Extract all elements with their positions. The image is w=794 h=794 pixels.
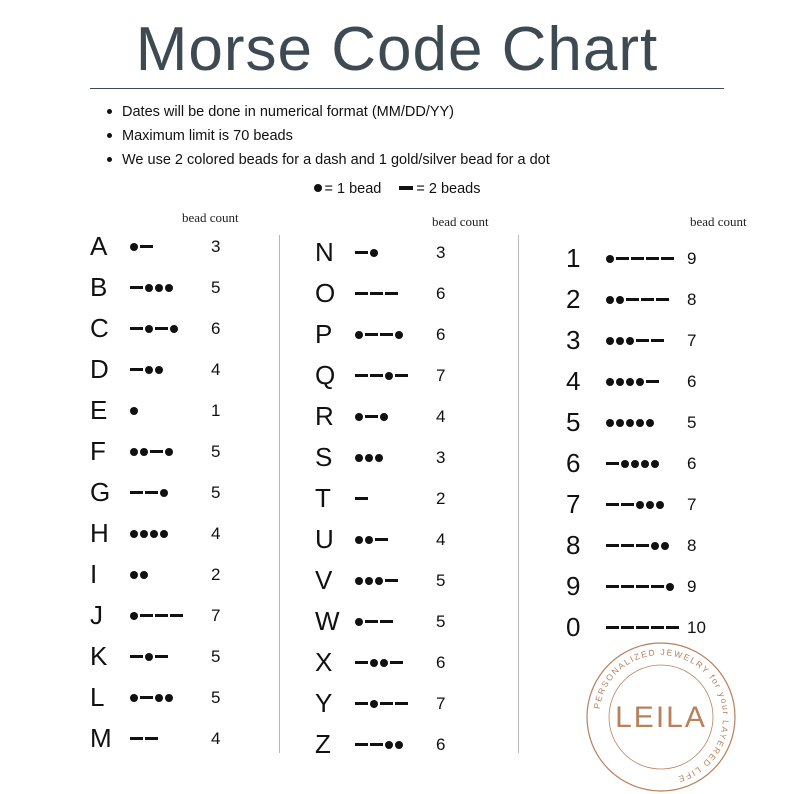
logo-name: LEILA	[615, 701, 707, 734]
title-underline	[90, 88, 724, 89]
dot-icon	[606, 296, 614, 304]
morse-code	[130, 349, 163, 390]
morse-character: O	[315, 278, 336, 308]
morse-row-i	[90, 554, 300, 595]
dash-icon	[636, 626, 649, 630]
morse-character: 8	[566, 530, 581, 560]
morse-code	[355, 437, 383, 478]
dot-icon	[130, 407, 138, 415]
dash-icon	[170, 614, 183, 618]
dot-icon	[160, 489, 168, 497]
note-item: Dates will be done in numerical format (MM/DD/YY)	[105, 100, 550, 124]
morse-character: N	[315, 237, 334, 267]
dash-icon	[626, 298, 639, 302]
bead-count: 6	[436, 325, 446, 344]
morse-code	[355, 396, 388, 437]
dot-icon	[355, 536, 363, 544]
dash-icon	[399, 186, 413, 190]
morse-character: D	[90, 354, 109, 384]
dot-icon	[370, 700, 378, 708]
dot-icon	[365, 454, 373, 462]
dot-icon	[155, 284, 163, 292]
morse-character: 3	[566, 325, 581, 355]
morse-character: L	[90, 682, 105, 712]
morse-code	[355, 519, 388, 560]
dot-icon	[380, 659, 388, 667]
dot-icon	[140, 571, 148, 579]
morse-character: 2	[566, 284, 581, 314]
bead-count: 4	[436, 530, 446, 549]
morse-code	[130, 554, 148, 595]
dot-icon	[606, 419, 614, 427]
morse-character: V	[315, 565, 333, 595]
dash-icon	[616, 257, 629, 261]
bead-count: 5	[436, 571, 446, 590]
dot-icon	[150, 530, 158, 538]
dot-icon	[160, 530, 168, 538]
dot-icon	[646, 501, 654, 509]
bead-count: 3	[436, 448, 446, 467]
dot-icon	[656, 501, 664, 509]
dash-icon	[621, 503, 634, 507]
dot-icon	[130, 571, 138, 579]
morse-row-1	[566, 238, 776, 279]
dot-icon	[606, 255, 614, 263]
morse-character: H	[90, 518, 109, 548]
dash-icon	[385, 579, 398, 583]
bead-count: 4	[211, 729, 221, 748]
morse-code	[606, 402, 654, 443]
dot-icon	[380, 413, 388, 421]
dash-icon	[155, 327, 168, 331]
morse-code	[355, 601, 393, 642]
bead-count: 7	[436, 694, 446, 713]
dash-icon	[395, 702, 408, 706]
dot-icon	[355, 413, 363, 421]
dot-icon	[170, 325, 178, 333]
dot-icon	[616, 337, 624, 345]
dot-icon	[385, 372, 393, 380]
bead-count: 1	[211, 401, 221, 420]
morse-character: 1	[566, 243, 581, 273]
morse-character: F	[90, 436, 106, 466]
notes-list	[105, 100, 550, 172]
morse-row-b	[90, 267, 300, 308]
bead-count-header: bead count	[182, 210, 239, 225]
morse-code	[606, 320, 664, 361]
dash-icon	[140, 245, 153, 249]
morse-code	[606, 279, 669, 320]
dash-icon	[621, 626, 634, 630]
dot-icon	[621, 460, 629, 468]
dash-icon	[355, 292, 368, 296]
dot-icon	[651, 542, 659, 550]
bead-count: 5	[211, 278, 221, 297]
dash-icon	[621, 585, 634, 589]
dot-icon	[155, 694, 163, 702]
dash-icon	[145, 737, 158, 741]
morse-code	[606, 566, 674, 607]
bead-count: 5	[436, 612, 446, 631]
dash-icon	[145, 491, 158, 495]
dash-icon	[666, 626, 679, 630]
morse-row-e	[90, 390, 300, 431]
morse-character: W	[315, 606, 340, 636]
dash-icon	[636, 585, 649, 589]
dash-icon	[365, 620, 378, 624]
bead-count: 10	[687, 618, 706, 637]
dot-icon	[395, 331, 403, 339]
morse-code	[130, 636, 168, 677]
morse-character: E	[90, 395, 108, 425]
bead-count: 7	[687, 495, 697, 514]
dash-icon	[130, 286, 143, 290]
bead-count: 4	[211, 524, 221, 543]
dot-icon	[616, 378, 624, 386]
bead-count: 6	[436, 653, 446, 672]
dash-icon	[355, 743, 368, 747]
morse-row-z	[315, 724, 525, 765]
morse-character: U	[315, 524, 334, 554]
dash-icon	[651, 339, 664, 343]
morse-code	[355, 314, 403, 355]
legend-dash-label: = 2 beads	[416, 181, 481, 197]
morse-code	[355, 642, 403, 683]
dot-icon	[355, 577, 363, 585]
dot-icon	[606, 378, 614, 386]
morse-code	[130, 308, 178, 349]
morse-row-u	[315, 519, 525, 560]
dot-icon	[375, 577, 383, 585]
morse-row-l	[90, 677, 300, 718]
dot-icon	[155, 366, 163, 374]
morse-row-6	[566, 443, 776, 484]
bead-count: 7	[211, 606, 221, 625]
dot-icon	[314, 184, 322, 192]
dash-icon	[365, 415, 378, 419]
dash-icon	[355, 497, 368, 501]
bead-count: 6	[687, 454, 697, 473]
morse-code	[606, 525, 669, 566]
dot-icon	[666, 583, 674, 591]
morse-character: M	[90, 723, 112, 753]
bead-count: 9	[687, 249, 697, 268]
dot-icon	[145, 653, 153, 661]
morse-character: S	[315, 442, 333, 472]
morse-character: Z	[315, 729, 331, 759]
dot-icon	[606, 337, 614, 345]
dash-icon	[646, 380, 659, 384]
dash-icon	[155, 614, 168, 618]
morse-code	[355, 232, 378, 273]
dot-icon	[370, 249, 378, 257]
dot-icon	[661, 542, 669, 550]
dash-icon	[355, 702, 368, 706]
morse-character: 0	[566, 612, 581, 642]
dash-icon	[651, 626, 664, 630]
bead-count: 5	[211, 647, 221, 666]
bead-count: 2	[211, 565, 221, 584]
dot-icon	[375, 454, 383, 462]
morse-code	[130, 677, 173, 718]
dash-icon	[365, 333, 378, 337]
dot-icon	[365, 536, 373, 544]
morse-code	[130, 431, 173, 472]
bead-count: 8	[687, 290, 697, 309]
dash-icon	[380, 702, 393, 706]
morse-code	[355, 273, 398, 314]
dot-icon	[130, 694, 138, 702]
bead-count: 3	[436, 243, 446, 262]
morse-row-r	[315, 396, 525, 437]
bead-count: 6	[211, 319, 221, 338]
dash-icon	[140, 614, 153, 618]
page-title: Morse Code Chart	[135, 15, 659, 84]
morse-code	[130, 390, 138, 431]
dot-icon	[626, 337, 634, 345]
morse-row-g	[90, 472, 300, 513]
morse-character: R	[315, 401, 334, 431]
morse-code	[130, 595, 183, 636]
dot-icon	[626, 419, 634, 427]
bead-count: 6	[436, 284, 446, 303]
dash-icon	[390, 661, 403, 665]
morse-row-y	[315, 683, 525, 724]
morse-character: 6	[566, 448, 581, 478]
bead-count: 8	[687, 536, 697, 555]
morse-character: 7	[566, 489, 581, 519]
morse-character: J	[90, 600, 103, 630]
dash-icon	[661, 257, 674, 261]
dash-icon	[355, 374, 368, 378]
dash-icon	[395, 374, 408, 378]
morse-row-2	[566, 279, 776, 320]
dot-icon	[646, 419, 654, 427]
bead-count: 9	[687, 577, 697, 596]
note-item: We use 2 colored beads for a dash and 1 gold/silver bead for a dot	[105, 148, 550, 172]
morse-row-o	[315, 273, 525, 314]
dash-icon	[631, 257, 644, 261]
morse-row-s	[315, 437, 525, 478]
dash-icon	[355, 661, 368, 665]
dash-icon	[380, 333, 393, 337]
dot-icon	[385, 741, 393, 749]
bead-legend	[0, 178, 794, 200]
bead-count-header: bead count	[432, 214, 489, 229]
dot-icon	[165, 694, 173, 702]
morse-row-4	[566, 361, 776, 402]
dot-icon	[641, 460, 649, 468]
morse-character: G	[90, 477, 111, 507]
morse-row-5	[566, 402, 776, 443]
dot-icon	[355, 331, 363, 339]
dot-icon	[636, 501, 644, 509]
morse-character: T	[315, 483, 331, 513]
morse-row-h	[90, 513, 300, 554]
bead-count: 6	[687, 372, 697, 391]
morse-row-q	[315, 355, 525, 396]
dash-icon	[155, 655, 168, 659]
dash-icon	[355, 251, 368, 255]
dot-icon	[165, 448, 173, 456]
morse-row-f	[90, 431, 300, 472]
dash-icon	[656, 298, 669, 302]
morse-code	[130, 718, 158, 759]
dot-icon	[145, 284, 153, 292]
dot-icon	[636, 419, 644, 427]
bead-count: 3	[211, 237, 221, 256]
dot-icon	[616, 296, 624, 304]
dot-icon	[355, 618, 363, 626]
morse-character: I	[90, 559, 98, 589]
dot-icon	[616, 419, 624, 427]
dash-icon	[130, 655, 143, 659]
dash-icon	[370, 743, 383, 747]
bead-count: 5	[211, 483, 221, 502]
morse-row-j	[90, 595, 300, 636]
morse-row-a	[90, 226, 300, 267]
morse-character: 5	[566, 407, 581, 437]
morse-row-d	[90, 349, 300, 390]
note-item: Maximum limit is 70 beads	[105, 124, 550, 148]
leila-logo	[584, 640, 738, 794]
dash-icon	[375, 538, 388, 542]
dot-icon	[355, 454, 363, 462]
dash-icon	[636, 544, 649, 548]
dash-icon	[636, 339, 649, 343]
dot-icon	[626, 378, 634, 386]
legend-dot-label: = 1 bead	[324, 181, 382, 197]
dot-icon	[130, 530, 138, 538]
dot-icon	[370, 659, 378, 667]
dot-icon	[130, 612, 138, 620]
bead-count: 6	[436, 735, 446, 754]
morse-row-7	[566, 484, 776, 525]
dash-icon	[370, 292, 383, 296]
morse-row-p	[315, 314, 525, 355]
morse-code	[130, 226, 153, 267]
bead-count: 7	[436, 366, 446, 385]
dot-icon	[631, 460, 639, 468]
dash-icon	[606, 544, 619, 548]
morse-character: 4	[566, 366, 581, 396]
dash-icon	[621, 544, 634, 548]
dot-icon	[140, 530, 148, 538]
dash-icon	[606, 503, 619, 507]
bead-count: 4	[211, 360, 221, 379]
dash-icon	[130, 327, 143, 331]
morse-code	[355, 724, 403, 765]
dot-icon	[165, 284, 173, 292]
bead-count: 4	[436, 407, 446, 426]
morse-code	[606, 238, 674, 279]
morse-character: K	[90, 641, 108, 671]
bead-count-header: bead count	[690, 214, 747, 229]
morse-character: B	[90, 272, 108, 302]
bead-count: 5	[211, 442, 221, 461]
morse-code	[130, 267, 173, 308]
dash-icon	[646, 257, 659, 261]
morse-character: X	[315, 647, 333, 677]
dash-icon	[606, 626, 619, 630]
morse-code	[355, 478, 368, 519]
dash-icon	[130, 368, 143, 372]
morse-character: Q	[315, 360, 336, 390]
dash-icon	[140, 696, 153, 700]
bead-count: 5	[687, 413, 697, 432]
morse-row-3	[566, 320, 776, 361]
dash-icon	[150, 450, 163, 454]
morse-character: A	[90, 231, 108, 261]
dot-icon	[651, 460, 659, 468]
dash-icon	[606, 462, 619, 466]
morse-row-9	[566, 566, 776, 607]
dash-icon	[130, 737, 143, 741]
dash-icon	[130, 491, 143, 495]
dot-icon	[395, 741, 403, 749]
morse-code	[355, 355, 408, 396]
morse-code	[606, 361, 659, 402]
dot-icon	[140, 448, 148, 456]
morse-row-8	[566, 525, 776, 566]
morse-row-c	[90, 308, 300, 349]
morse-code	[606, 484, 664, 525]
morse-row-m	[90, 718, 300, 759]
dot-icon	[130, 243, 138, 251]
bead-count: 7	[687, 331, 697, 350]
morse-code	[606, 443, 659, 484]
dot-icon	[130, 448, 138, 456]
bead-count: 5	[211, 688, 221, 707]
dot-icon	[145, 325, 153, 333]
morse-row-k	[90, 636, 300, 677]
morse-character: P	[315, 319, 333, 349]
morse-character: C	[90, 313, 109, 343]
dot-icon	[365, 577, 373, 585]
morse-character: 9	[566, 571, 581, 601]
dash-icon	[641, 298, 654, 302]
dash-icon	[380, 620, 393, 624]
morse-row-w	[315, 601, 525, 642]
dash-icon	[651, 585, 664, 589]
morse-code	[130, 513, 168, 554]
morse-row-v	[315, 560, 525, 601]
dash-icon	[606, 585, 619, 589]
morse-row-n	[315, 232, 525, 273]
dash-icon	[385, 292, 398, 296]
dot-icon	[636, 378, 644, 386]
dash-icon	[370, 374, 383, 378]
morse-row-t	[315, 478, 525, 519]
dot-icon	[145, 366, 153, 374]
logo-ring-text: PERSONALIZED JEWELRY for your LAYERED LIFE	[591, 646, 732, 785]
morse-code	[355, 560, 398, 601]
morse-code	[130, 472, 168, 513]
morse-row-x	[315, 642, 525, 683]
morse-character: Y	[315, 688, 333, 718]
bead-count: 2	[436, 489, 446, 508]
morse-code	[355, 683, 408, 724]
